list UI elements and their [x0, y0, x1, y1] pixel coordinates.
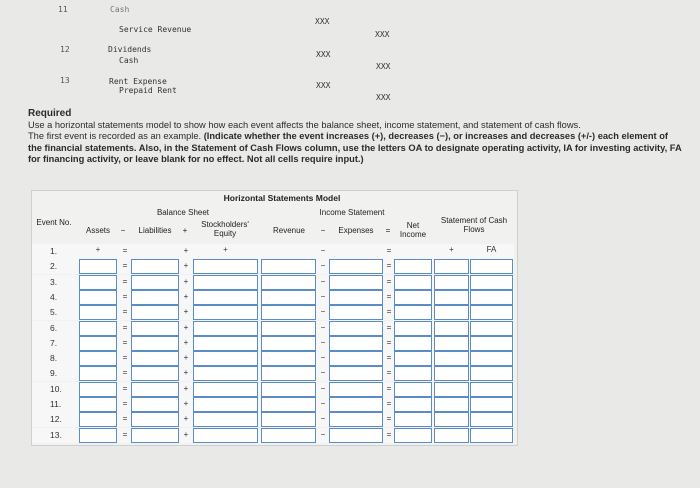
journal-credit: XXX	[376, 93, 391, 102]
liabilities-input[interactable]	[131, 351, 179, 366]
liabilities-input[interactable]	[131, 397, 179, 412]
row-operator: +	[183, 291, 189, 301]
row-operator: =	[122, 322, 128, 332]
row-operator: =	[386, 414, 392, 424]
assets-input[interactable]	[79, 412, 117, 427]
expenses-input[interactable]	[329, 290, 383, 305]
net-income-input[interactable]	[394, 397, 432, 412]
row-operator: +	[183, 322, 189, 332]
journal-account: Rent Expense	[109, 77, 167, 86]
required-section	[28, 108, 683, 166]
cash-flow-input[interactable]	[470, 259, 513, 274]
revenue-input[interactable]	[261, 336, 316, 351]
row-operator: +	[183, 368, 189, 378]
net-income-input[interactable]	[394, 290, 432, 305]
event-number: 9.	[50, 368, 58, 379]
journal-account: Cash	[110, 5, 130, 14]
cash-flow-input[interactable]	[470, 321, 513, 336]
row-operator: −	[320, 429, 326, 439]
cash-flow-sign-input[interactable]	[434, 397, 469, 412]
cash-flow-input[interactable]	[470, 382, 513, 397]
liabilities-input[interactable]	[131, 428, 179, 443]
expenses-input[interactable]	[329, 336, 383, 351]
row-operator: −	[320, 307, 326, 317]
row-operator: =	[386, 399, 392, 408]
col-liabilities-header: Liabilities	[138, 226, 172, 235]
header-operator: =	[385, 226, 391, 235]
example-equity: +	[223, 245, 228, 254]
cash-flow-input[interactable]	[470, 336, 513, 351]
equity-input[interactable]	[193, 305, 258, 320]
cash-flow-sign-input[interactable]	[434, 428, 469, 443]
row-operator: +	[183, 414, 189, 424]
row-operator: =	[122, 246, 128, 255]
net-income-input[interactable]	[394, 428, 432, 443]
row-operator: +	[183, 337, 189, 347]
equity-input[interactable]	[193, 275, 258, 290]
net-income-input[interactable]	[394, 259, 432, 274]
expenses-input[interactable]	[329, 259, 383, 274]
journal-entry-number: 11	[58, 5, 68, 14]
row-operator: =	[122, 261, 128, 271]
revenue-input[interactable]	[261, 382, 316, 397]
row-operator: =	[386, 276, 392, 286]
net-income-input[interactable]	[394, 336, 432, 351]
cash-flow-sign-input[interactable]	[434, 290, 469, 305]
net-income-input[interactable]	[394, 412, 432, 427]
equity-input[interactable]	[193, 366, 258, 381]
equity-input[interactable]	[193, 382, 258, 397]
income-statement-header: Income Statement	[319, 208, 385, 217]
header-operator: +	[182, 226, 188, 235]
row-operator: −	[320, 353, 326, 363]
assets-input[interactable]	[79, 397, 117, 412]
expenses-input[interactable]	[329, 366, 383, 381]
row-operator: =	[122, 276, 128, 286]
cash-flow-sign-input[interactable]	[434, 336, 469, 351]
event-number: 8.	[50, 353, 58, 364]
row-operator: −	[320, 276, 326, 286]
revenue-input[interactable]	[261, 305, 316, 320]
row-operator: =	[122, 291, 128, 301]
journal-debit: XXX	[316, 81, 331, 90]
col-cash-flows-header: Statement of Cash Flows	[440, 216, 508, 234]
row-operator: =	[122, 337, 128, 347]
revenue-input[interactable]	[261, 412, 316, 427]
row-operator: −	[320, 261, 326, 271]
expenses-input[interactable]	[329, 412, 383, 427]
row-operator: +	[183, 399, 189, 408]
row-operator: +	[183, 383, 189, 393]
net-income-input[interactable]	[394, 305, 432, 320]
liabilities-input[interactable]	[131, 336, 179, 351]
assets-input[interactable]	[79, 428, 117, 443]
col-revenue-header: Revenue	[272, 226, 306, 235]
cash-flow-input[interactable]	[470, 351, 513, 366]
equity-input[interactable]	[193, 290, 258, 305]
cash-flow-sign-input[interactable]	[434, 305, 469, 320]
net-income-input[interactable]	[394, 382, 432, 397]
row-operator: =	[122, 353, 128, 363]
row-operator: +	[183, 246, 189, 255]
row-operator: −	[320, 291, 326, 301]
revenue-input[interactable]	[261, 397, 316, 412]
row-operator: =	[122, 368, 128, 378]
event-number: 5.	[50, 307, 58, 318]
equity-input[interactable]	[193, 428, 258, 443]
required-text: Use a horizontal statements model to show how each event affects the balance sheet, income statement, and statement of cash flows.	[28, 119, 581, 130]
required-heading: Required	[28, 108, 72, 119]
row-operator: +	[183, 307, 189, 317]
row-operator: =	[386, 291, 392, 301]
row-operator: +	[183, 276, 189, 286]
required-example-note: The first event is recorded as an example.	[28, 131, 202, 141]
row-operator: =	[386, 307, 392, 317]
assets-input[interactable]	[79, 275, 117, 290]
row-operator: −	[320, 246, 326, 255]
event-number: 3.	[50, 276, 58, 287]
event-number: 6.	[50, 322, 58, 333]
assets-input[interactable]	[79, 259, 117, 274]
row-operator: =	[122, 399, 128, 408]
journal-account: Prepaid Rent	[119, 86, 177, 95]
assets-input[interactable]	[79, 290, 117, 305]
row-operator: =	[386, 383, 392, 393]
liabilities-input[interactable]	[131, 366, 179, 381]
event-number: 4.	[50, 291, 58, 302]
expenses-input[interactable]	[329, 428, 383, 443]
expenses-input[interactable]	[329, 305, 383, 320]
liabilities-input[interactable]	[131, 259, 179, 274]
event-number: 11.	[50, 399, 62, 409]
row-operator: −	[320, 414, 326, 424]
row-operator: −	[320, 368, 326, 378]
col-net-income-header: Net Income	[399, 221, 427, 239]
row-operator: =	[386, 429, 392, 439]
liabilities-input[interactable]	[131, 275, 179, 290]
col-assets-header: Assets	[85, 226, 110, 235]
cash-flow-sign-input[interactable]	[434, 259, 469, 274]
cash-flow-input[interactable]	[470, 412, 513, 427]
net-income-input[interactable]	[394, 275, 432, 290]
cash-flow-sign-input[interactable]	[434, 366, 469, 381]
row-operator: =	[386, 353, 392, 363]
liabilities-input[interactable]	[131, 412, 179, 427]
row-operator: =	[386, 322, 392, 332]
cash-flow-input[interactable]	[470, 290, 513, 305]
journal-debit: XXX	[316, 50, 331, 59]
event-number: 10.	[50, 383, 62, 394]
row-operator: =	[122, 383, 128, 393]
equity-input[interactable]	[193, 336, 258, 351]
header-operator: −	[120, 226, 126, 235]
journal-account: Dividends	[108, 45, 152, 54]
row-operator: −	[320, 322, 326, 332]
cash-flow-input[interactable]	[470, 275, 513, 290]
assets-input[interactable]	[79, 336, 117, 351]
col-expenses-header: Expenses	[338, 226, 374, 235]
row-operator: =	[386, 337, 392, 347]
row-operator: =	[386, 261, 392, 271]
liabilities-input[interactable]	[131, 382, 179, 397]
cash-flow-sign-input[interactable]	[434, 321, 469, 336]
net-income-input[interactable]	[394, 366, 432, 381]
cash-flow-input[interactable]	[470, 397, 513, 412]
cash-flow-sign-input[interactable]	[434, 351, 469, 366]
net-income-input[interactable]	[394, 351, 432, 366]
expenses-input[interactable]	[329, 382, 383, 397]
revenue-input[interactable]	[261, 428, 316, 443]
journal-account: Cash	[119, 56, 139, 65]
expenses-input[interactable]	[329, 351, 383, 366]
equity-input[interactable]	[193, 259, 258, 274]
row-operator: +	[183, 353, 189, 363]
event-number: 12.	[50, 414, 62, 425]
horizontal-statements-model	[31, 190, 518, 446]
row-operator: =	[386, 246, 392, 255]
row-operator: +	[183, 429, 189, 439]
cash-flow-sign-input[interactable]	[434, 275, 469, 290]
journal-account: Service Revenue	[119, 25, 192, 34]
row-operator: =	[122, 429, 128, 439]
net-income-input[interactable]	[394, 321, 432, 336]
cash-flow-sign-input[interactable]	[434, 382, 469, 397]
event-number: 13.	[50, 429, 62, 440]
cash-flow-input[interactable]	[470, 428, 513, 443]
assets-input[interactable]	[79, 382, 117, 397]
journal-entry-number: 13	[60, 76, 70, 85]
example-cash-flow-sign: +	[449, 245, 454, 254]
liabilities-input[interactable]	[131, 321, 179, 336]
revenue-input[interactable]	[261, 290, 316, 305]
expenses-input[interactable]	[329, 275, 383, 290]
row-operator: −	[320, 399, 326, 408]
row-operator: =	[386, 368, 392, 378]
equity-input[interactable]	[193, 412, 258, 427]
equity-input[interactable]	[193, 397, 258, 412]
journal-credit: XXX	[375, 30, 390, 39]
event-number: 2.	[50, 261, 58, 272]
row-operator: −	[320, 383, 326, 393]
assets-input[interactable]	[79, 351, 117, 366]
assets-input[interactable]	[79, 321, 117, 336]
col-equity-header: Stockholders' Equity	[201, 220, 249, 238]
col-event-header: Event No.	[36, 218, 72, 227]
revenue-input[interactable]	[261, 259, 316, 274]
equity-input[interactable]	[193, 351, 258, 366]
example-cash-flow: FA	[486, 245, 497, 254]
journal-credit: XXX	[376, 62, 391, 71]
row-operator: +	[183, 261, 189, 271]
assets-input[interactable]	[79, 366, 117, 381]
revenue-input[interactable]	[261, 321, 316, 336]
row-operator: =	[122, 307, 128, 317]
cash-flow-input[interactable]	[470, 366, 513, 381]
balance-sheet-header: Balance Sheet	[156, 208, 210, 217]
assets-input[interactable]	[79, 305, 117, 320]
model-title: Horizontal Statements Model	[223, 193, 341, 203]
event-number: 1.	[50, 246, 58, 256]
expenses-input[interactable]	[329, 397, 383, 412]
revenue-input[interactable]	[261, 351, 316, 366]
journal-debit: XXX	[315, 17, 330, 26]
example-assets: +	[95, 245, 101, 254]
expenses-input[interactable]	[329, 321, 383, 336]
journal-entry-number: 12	[60, 45, 70, 54]
event-number: 7.	[50, 337, 58, 348]
row-operator: −	[320, 337, 326, 347]
cash-flow-sign-input[interactable]	[434, 412, 469, 427]
equity-input[interactable]	[193, 321, 258, 336]
cash-flow-input[interactable]	[470, 305, 513, 320]
revenue-input[interactable]	[261, 275, 316, 290]
liabilities-input[interactable]	[131, 290, 179, 305]
revenue-input[interactable]	[261, 366, 316, 381]
liabilities-input[interactable]	[131, 305, 179, 320]
header-operator: −	[320, 226, 326, 235]
row-operator: =	[122, 414, 128, 424]
required-instruction: (Indicate whether the event increases (+), decreases (−), or increases and decreases (+/-) each element of the financial statements. Also, in the Statement of Cash Flows column, use the letters OA to designate operating activity, IA for investing activity, FA for financing activity, or leave blank for no effect. Not all cells require input.)	[28, 131, 682, 164]
